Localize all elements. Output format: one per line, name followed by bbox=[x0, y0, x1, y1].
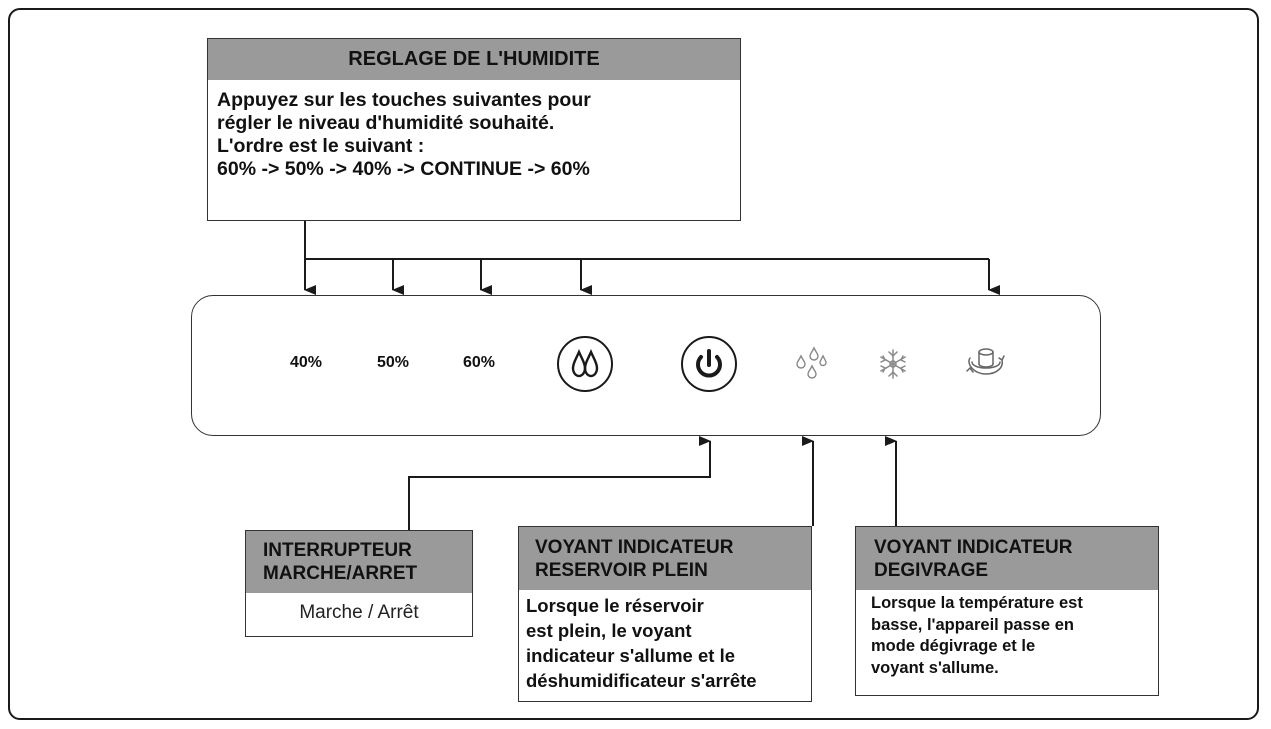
defrost-indicator-icon bbox=[966, 344, 1006, 380]
humidity-drops-button-icon[interactable] bbox=[556, 335, 614, 393]
defrost-line-3: mode dégivrage et le bbox=[871, 637, 1036, 655]
defrost-title-line-1: VOYANT INDICATEUR bbox=[874, 537, 1073, 558]
snowflake-indicator-icon bbox=[877, 348, 909, 380]
tank-full-line-4: déshumidificateur s'arrête bbox=[526, 670, 757, 691]
humidity-setting-box bbox=[207, 38, 741, 221]
tank-full-text bbox=[519, 590, 811, 693]
tank-full-title-line-2: RESERVOIR PLEIN bbox=[535, 560, 708, 581]
tank-full-line-2: est plein, le voyant bbox=[526, 620, 692, 641]
defrost-indicator-box bbox=[855, 526, 1159, 696]
defrost-title bbox=[856, 527, 1158, 590]
tank-full-indicator-box bbox=[518, 526, 812, 702]
water-drops-indicator-icon bbox=[794, 346, 828, 380]
humidity-40-label[interactable]: 40% bbox=[290, 354, 323, 371]
tank-full-title bbox=[519, 527, 811, 590]
humidity-50-label[interactable]: 50% bbox=[377, 354, 410, 371]
humidity-line-3: L'ordre est le suivant : bbox=[217, 135, 425, 157]
humidity-line-1: Appuyez sur les touches suivantes pour bbox=[217, 89, 591, 111]
defrost-line-1: Lorsque la température est bbox=[871, 594, 1083, 612]
tank-full-line-1: Lorsque le réservoir bbox=[526, 595, 704, 616]
control-panel bbox=[191, 295, 1101, 436]
humidity-setting-title: REGLAGE DE L'HUMIDITE bbox=[208, 39, 740, 80]
humidity-line-4: 60% -> 50% -> 40% -> CONTINUE -> 60% bbox=[217, 158, 590, 180]
power-button-icon[interactable] bbox=[680, 335, 738, 393]
defrost-line-2: basse, l'appareil passe en bbox=[871, 615, 1074, 634]
power-switch-title-line-1: INTERRUPTEUR bbox=[263, 540, 412, 561]
power-switch-text: Marche / Arrêt bbox=[299, 602, 419, 623]
power-switch-title-line-2: MARCHE/ARRET bbox=[263, 563, 418, 584]
tank-full-line-3: indicateur s'allume et le bbox=[526, 645, 736, 666]
power-switch-box bbox=[245, 530, 473, 637]
power-switch-title bbox=[246, 531, 472, 593]
defrost-line-4: voyant s'allume. bbox=[871, 658, 999, 677]
defrost-title-line-2: DEGIVRAGE bbox=[874, 560, 989, 581]
defrost-text bbox=[856, 590, 1158, 679]
tank-full-title-line-1: VOYANT INDICATEUR bbox=[535, 537, 734, 558]
humidity-60-label[interactable]: 60% bbox=[463, 354, 496, 371]
humidity-setting-text bbox=[208, 80, 740, 181]
humidity-line-2: régler le niveau d'humidité souhaité. bbox=[217, 112, 555, 134]
